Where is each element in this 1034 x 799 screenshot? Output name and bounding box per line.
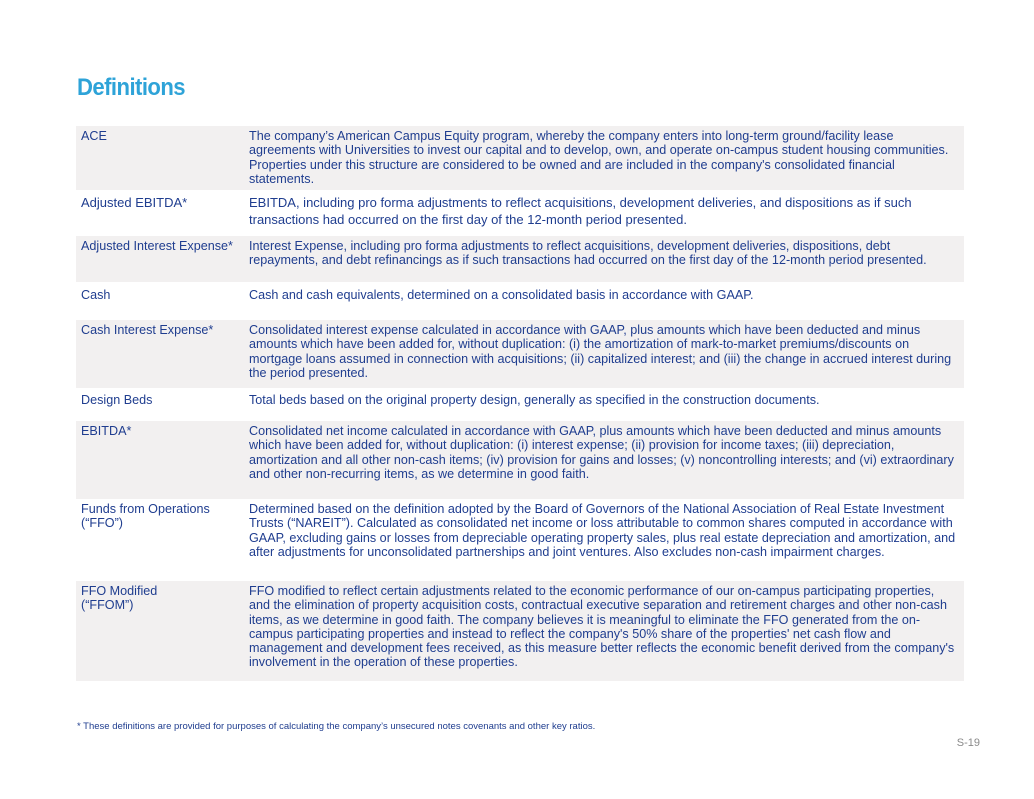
definition-row-cash-interest-expense: [76, 320, 964, 388]
definition-term: EBITDA*: [81, 424, 132, 438]
definition-row-ace: [76, 126, 964, 190]
definition-term: Cash: [81, 288, 111, 302]
definition-text: Interest Expense, including pro forma adjustments to reflect acquisitions, development deliveries, dispositions, debt repayments, and debt refinancings as if such transactions had occurred on the first day of the 12-month period presented.: [249, 239, 927, 268]
definition-row-cash: [76, 282, 964, 320]
definition-term: ACE: [81, 129, 107, 143]
definition-text: The company’s American Campus Equity program, whereby the company enters into long-term ground/facility lease agreements with Universities to invest our capital and to develop, own, and operate on-campus student housing communities. Properties under this structure are considered to be owned and are included in the company's consolidated financial statements.: [249, 129, 949, 186]
definition-text: Cash and cash equivalents, determined on a consolidated basis in accordance with GAAP.: [249, 288, 754, 302]
definition-row-adjusted-ebitda: [76, 190, 964, 236]
definition-term: Funds from Operations (“FFO”): [81, 502, 210, 531]
definition-row-design-beds: [76, 388, 964, 421]
definition-text: Determined based on the definition adopted by the Board of Governors of the National Association of Real Estate Investment Trusts (“NAREIT”). Calculated as consolidated net income or loss attributable to common shares computed in accordance with GAAP, excluding gains or losses from depreciable operating property sales, plus real estate depreciation and amortization, and after adjustments for unconsolidated partnerships and joint ventures. Also excludes non-cash impairment charges.: [249, 502, 956, 559]
definition-term: Adjusted EBITDA*: [81, 195, 188, 210]
definition-text: EBITDA, including pro forma adjustments to reflect acquisitions, development deliveries, and dispositions as if such transactions had occurred on the first day of the 12-month period presented.: [249, 195, 912, 227]
definition-row-ffo: [76, 499, 964, 581]
definition-text: Total beds based on the original property design, generally as specified in the construction documents.: [249, 393, 820, 407]
definition-text: Consolidated interest expense calculated in accordance with GAAP, plus amounts which have been deducted and minus amounts which have been added for, without duplication: (i) the amortization of mark-to-market premiums/discounts on mortgage loans assumed in connection with acquisitions; (ii) capitalized interest; and (iii) the change in accrued interest during the period presented.: [249, 323, 952, 380]
page-title: Definitions: [77, 74, 186, 101]
footnote: * These definitions are provided for purposes of calculating the company’s unsecured notes covenants and other key ratios.: [77, 721, 596, 732]
definition-row-adjusted-interest-expense: [76, 236, 964, 282]
definition-row-ffom: [76, 581, 964, 681]
definition-row-ebitda: [76, 421, 964, 499]
definition-text: FFO modified to reflect certain adjustments related to the economic performance of our on-campus participating properties, and the elimination of property acquisition costs, contractual executive separation and retirement charges and other non-cash items, as we determine in good faith. The company believes it is meaningful to eliminate the FFO generated from the on-campus participating properties and instead to reflect the company's 50% share of the properties' net cash flow and management and development fees received, as this measure better reflects the economic benefit derived from the company's involvement in the operation of these properties.: [249, 584, 955, 670]
definition-term: Cash Interest Expense*: [81, 323, 214, 337]
definition-term: Adjusted Interest Expense*: [81, 239, 233, 253]
definition-term: Design Beds: [81, 393, 153, 407]
definitions-table: [76, 126, 964, 681]
definition-text: Consolidated net income calculated in accordance with GAAP, plus amounts which have been deducted and minus amounts which have been added for, without duplication: (i) interest expense; (ii) provision for income taxes; (iii) depreciation, amortization and all other non-cash items; (iv) provision for gains and losses; (v) noncontrolling interests; and (vi) extraordinary and other non-recurring items, as we determine in good faith.: [249, 424, 954, 481]
definition-term: FFO Modified (“FFOM”): [81, 584, 158, 613]
page-number: S-19: [956, 737, 980, 749]
